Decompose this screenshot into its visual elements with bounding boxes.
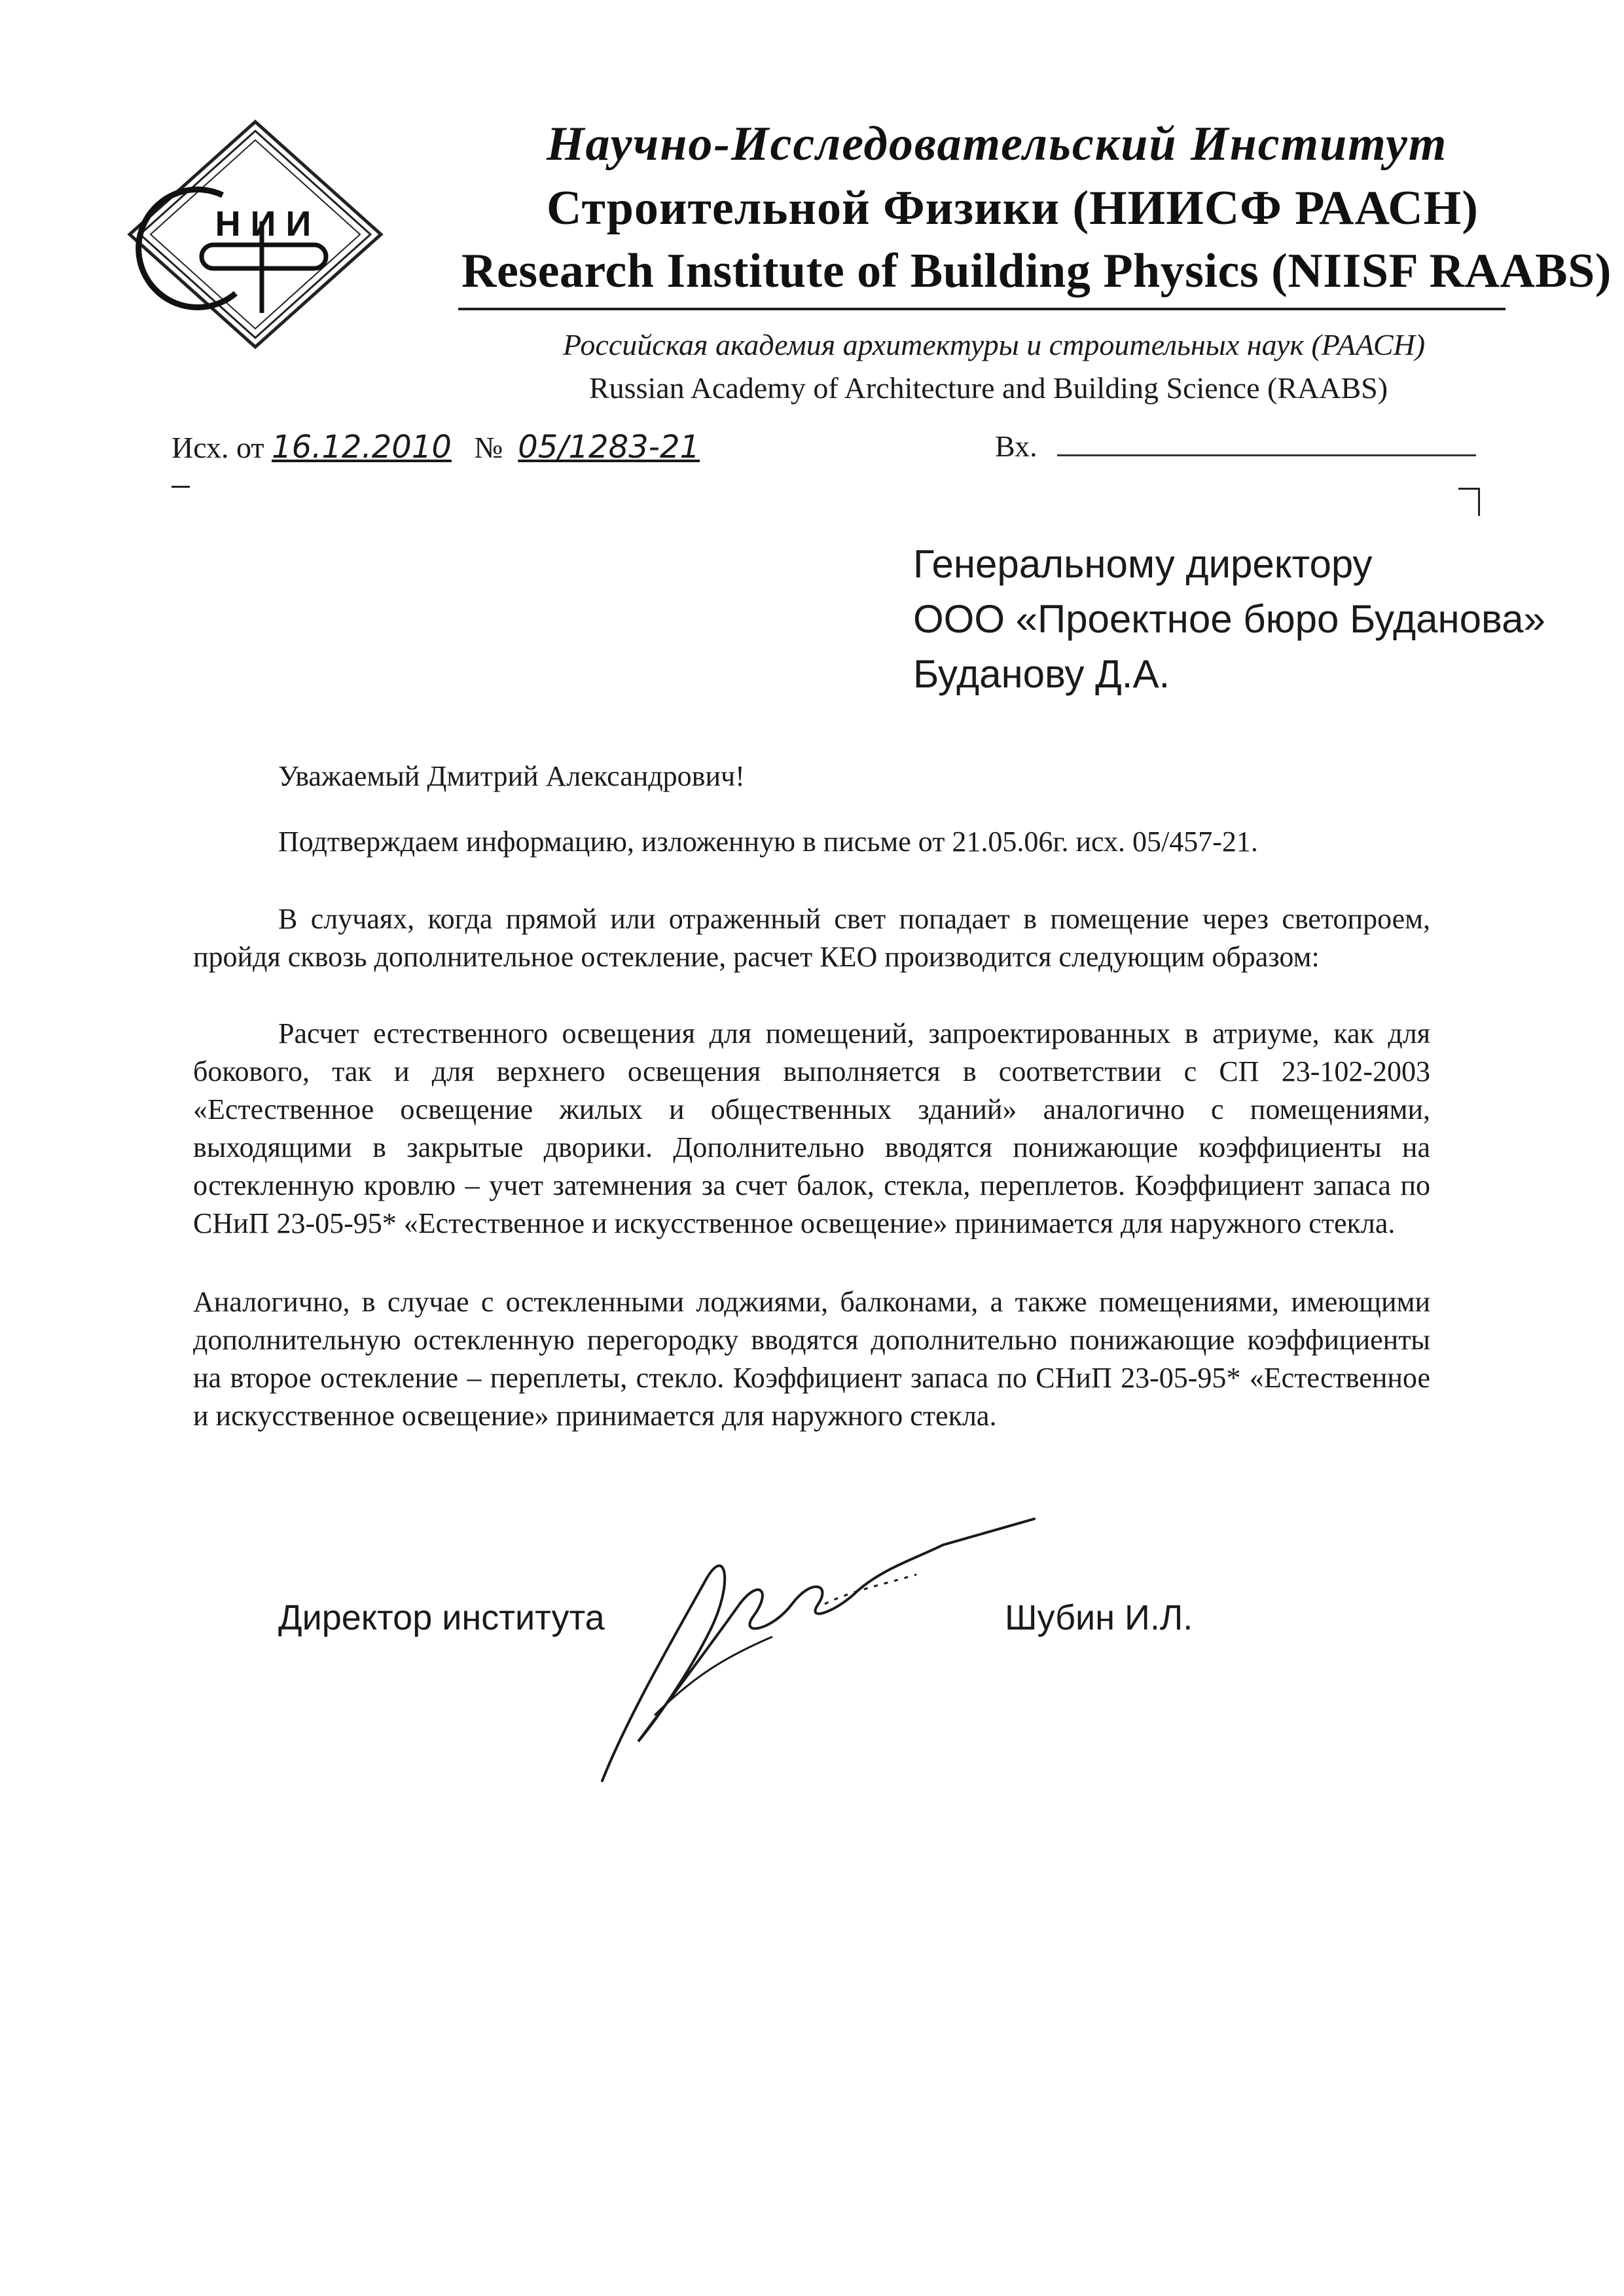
institute-logo bbox=[124, 117, 386, 352]
paragraph-3-text: Расчет естественного освещения для помещений, запроектированных в атриуме, как для бокового, так и для верхнего освещения выполняется в соответствии с СП 23-102-2003 «Естественное освещение жилых и общественных зданий» аналогично с помещениями, выходящими в закрытые дворики. Дополнительно вводятся понижающие коэффициенты на остекленную кровлю – учет затемнения за счет балок, стекла, переплетов. Коэффициент запаса по СНиП 23-05-95* «Естественное и искусственное освещение» принимается для наружного стекла. bbox=[193, 1017, 1430, 1239]
paragraph-3 bbox=[193, 1015, 1430, 1243]
header-title-en: Research Institute of Building Physics (NIISF RAABS) bbox=[461, 244, 1612, 298]
handwritten-signature bbox=[576, 1506, 1047, 1794]
address-corner-mark bbox=[1458, 488, 1480, 516]
addressee-line2: ООО «Проектное бюро Буданова» bbox=[913, 597, 1545, 641]
incoming-label: Вх. bbox=[995, 429, 1038, 463]
outgoing-label: Исх. от bbox=[171, 431, 264, 464]
paragraph-2 bbox=[193, 900, 1430, 976]
logo-text: Н И И bbox=[215, 204, 312, 244]
academy-name-ru: Российская академия архитектуры и строительных наук (РААСН) bbox=[563, 328, 1426, 361]
signatory-name: Шубин И.Л. bbox=[1005, 1598, 1193, 1637]
paragraph-1: Подтверждаем информацию, изложенную в письме от 21.05.06г. исх. 05/457-21. bbox=[278, 826, 1258, 858]
paragraph-4 bbox=[193, 1283, 1430, 1435]
academy-name-en: Russian Academy of Architecture and Building Science (RAABS) bbox=[589, 371, 1388, 405]
margin-tick bbox=[171, 486, 190, 488]
number-label: № bbox=[474, 431, 503, 464]
outgoing-reference bbox=[171, 429, 700, 465]
outgoing-date: 16.12.2010 bbox=[272, 429, 452, 465]
paragraph-2-text: В случаях, когда прямой или отраженный свет попадает в помещение через светопроем, пройдя сквозь дополнительное остекление, расчет КЕО производится следующим образом: bbox=[193, 903, 1430, 973]
header-title-ru-line2: Строительной Физики (НИИСФ РААСН) bbox=[547, 181, 1479, 235]
incoming-blank-line bbox=[1057, 454, 1476, 456]
greeting: Уважаемый Дмитрий Александрович! bbox=[278, 760, 745, 792]
addressee-line3: Буданову Д.А. bbox=[913, 652, 1170, 696]
outgoing-number: 05/1283-21 bbox=[518, 429, 700, 465]
incoming-reference bbox=[995, 429, 1476, 464]
header-divider bbox=[458, 308, 1506, 310]
addressee-block bbox=[913, 537, 1545, 702]
addressee-line1: Генеральному директору bbox=[913, 542, 1373, 586]
paragraph-4-text: Аналогично, в случае с остекленными лоджиями, балконами, а также помещениями, имеющими дополнительную остекленную перегородку вводятся дополнительно понижающие коэффициенты на второе остекление – переплеты, стекло. Коэффициент запаса по СНиП 23-05-95* «Естественное и искусственное освещение» принимается для наружного стекла. bbox=[193, 1286, 1430, 1432]
header-title-ru-line1: Научно-Исследовательский Институт bbox=[547, 117, 1448, 171]
signatory-title: Директор института bbox=[278, 1598, 605, 1637]
